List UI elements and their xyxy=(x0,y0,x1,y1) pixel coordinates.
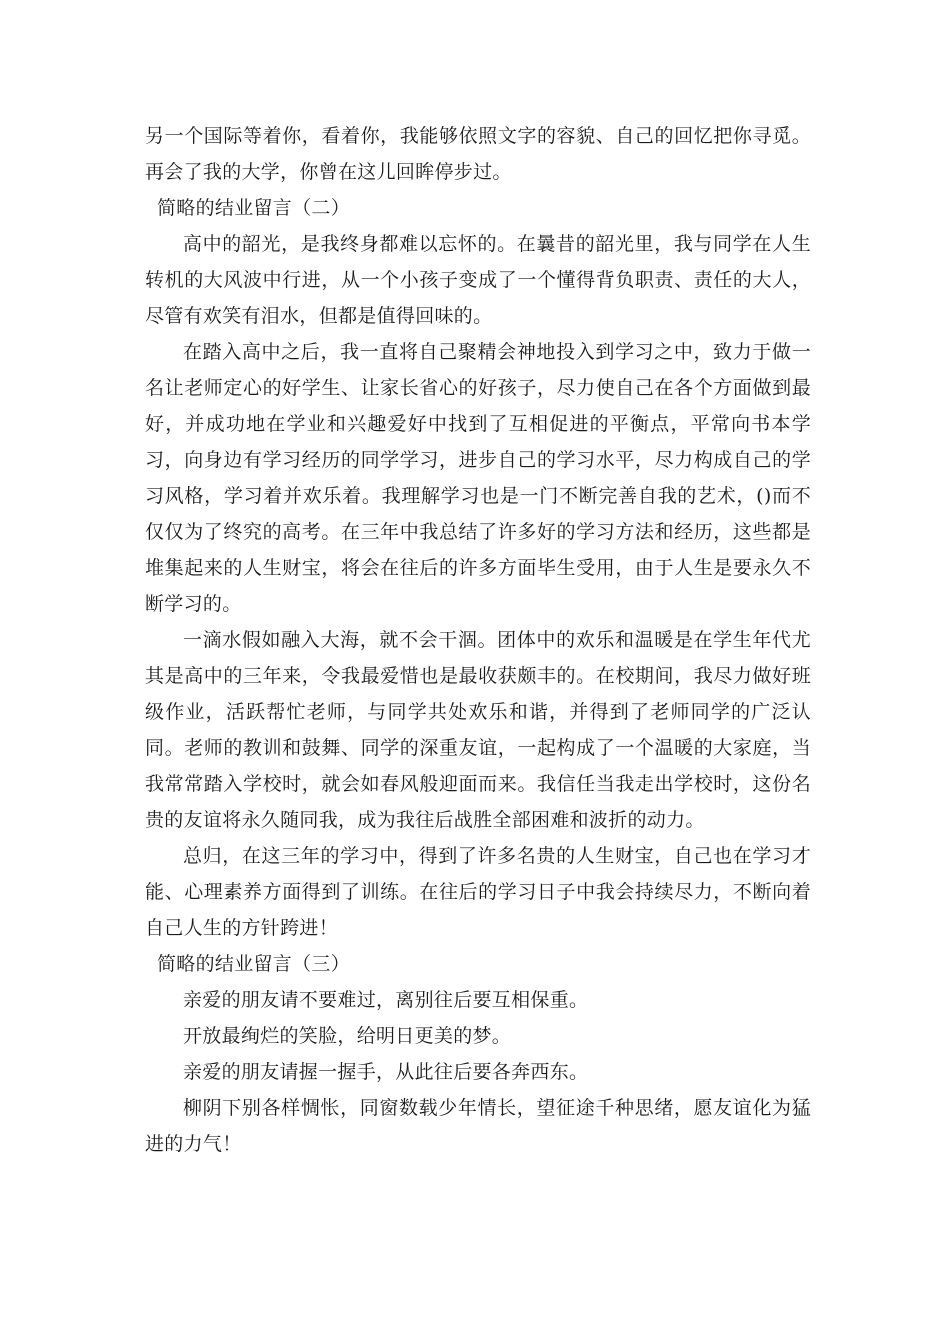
paragraph-study: 在踏入高中之后，我一直将自己聚精会神地投入到学习之中，致力于做一名让老师定心的好学生、让家长省心的好孩子，尽力使自己在各个方面做到最好，并成功地在学业和兴趣爱好中找到了互相促进的平衡点，平常向书本学习，向身边有学习经历的同学学习，进步自己的学习水平，尽力构成自己的学习风格，学习着并欢乐着。我理解学习也是一门不断完善自我的艺术，()而不仅仅为了终究的高考。在三年中我总结了许多好的学习方法和经历，这些都是堆集起来的人生财宝，将会在往后的许多方面毕生受用，由于人生是要永久不断学习的。 xyxy=(145,341,811,615)
document-body xyxy=(145,118,811,1162)
verse-line-1: 亲爱的朋友请不要难过，离别往后要互相保重。 xyxy=(183,989,589,1011)
section-heading-3: 简略的结业留言（三） xyxy=(157,953,351,975)
verse-line-3: 亲爱的朋友请握一握手，从此往后要各奔西东。 xyxy=(183,1061,589,1083)
section-heading-2: 简略的结业留言（二） xyxy=(157,197,351,219)
verse-line-4: 柳阴下别各样惆怅，同窗数载少年情长，望征途千种思绪，愿友谊化为猛进的力气！ xyxy=(145,1097,811,1155)
paragraph-intro: 另一个国际等着你，看着你，我能够依照文字的容貌、自己的回忆把你寻觅。再会了我的大学，你曾在这儿回眸停步过。 xyxy=(145,125,811,183)
paragraph-summary: 总归，在这三年的学习中，得到了许多名贵的人生财宝，自己也在学习才能、心理素养方面得到了训练。在往后的学习日子中我会持续尽力，不断向着自己人生的方针跨进！ xyxy=(145,845,811,939)
paragraph-collective: 一滴水假如融入大海，就不会干涸。团体中的欢乐和温暖是在学生年代尤其是高中的三年来，令我最爱惜也是最收获颇丰的。在校期间，我尽力做好班级作业，活跃帮忙老师，与同学共处欢乐和谐，并得到了老师同学的广泛认同。老师的教训和鼓舞、同学的深重友谊，一起构成了一个温暖的大家庭，当我常常踏入学校时，就会如春风般迎面而来。我信任当我走出学校时，这份名贵的友谊将永久随同我，成为我往后战胜全部困难和波折的动力。 xyxy=(145,629,811,831)
paragraph-high-school-time: 高中的韶光，是我终身都难以忘怀的。在曩昔的韶光里，我与同学在人生转机的大风波中行进，从一个小孩子变成了一个懂得背负职责、责任的大人，尽管有欢笑有泪水，但都是值得回味的。 xyxy=(145,233,811,327)
verse-line-2: 开放最绚烂的笑脸，给明日更美的梦。 xyxy=(183,1025,512,1047)
